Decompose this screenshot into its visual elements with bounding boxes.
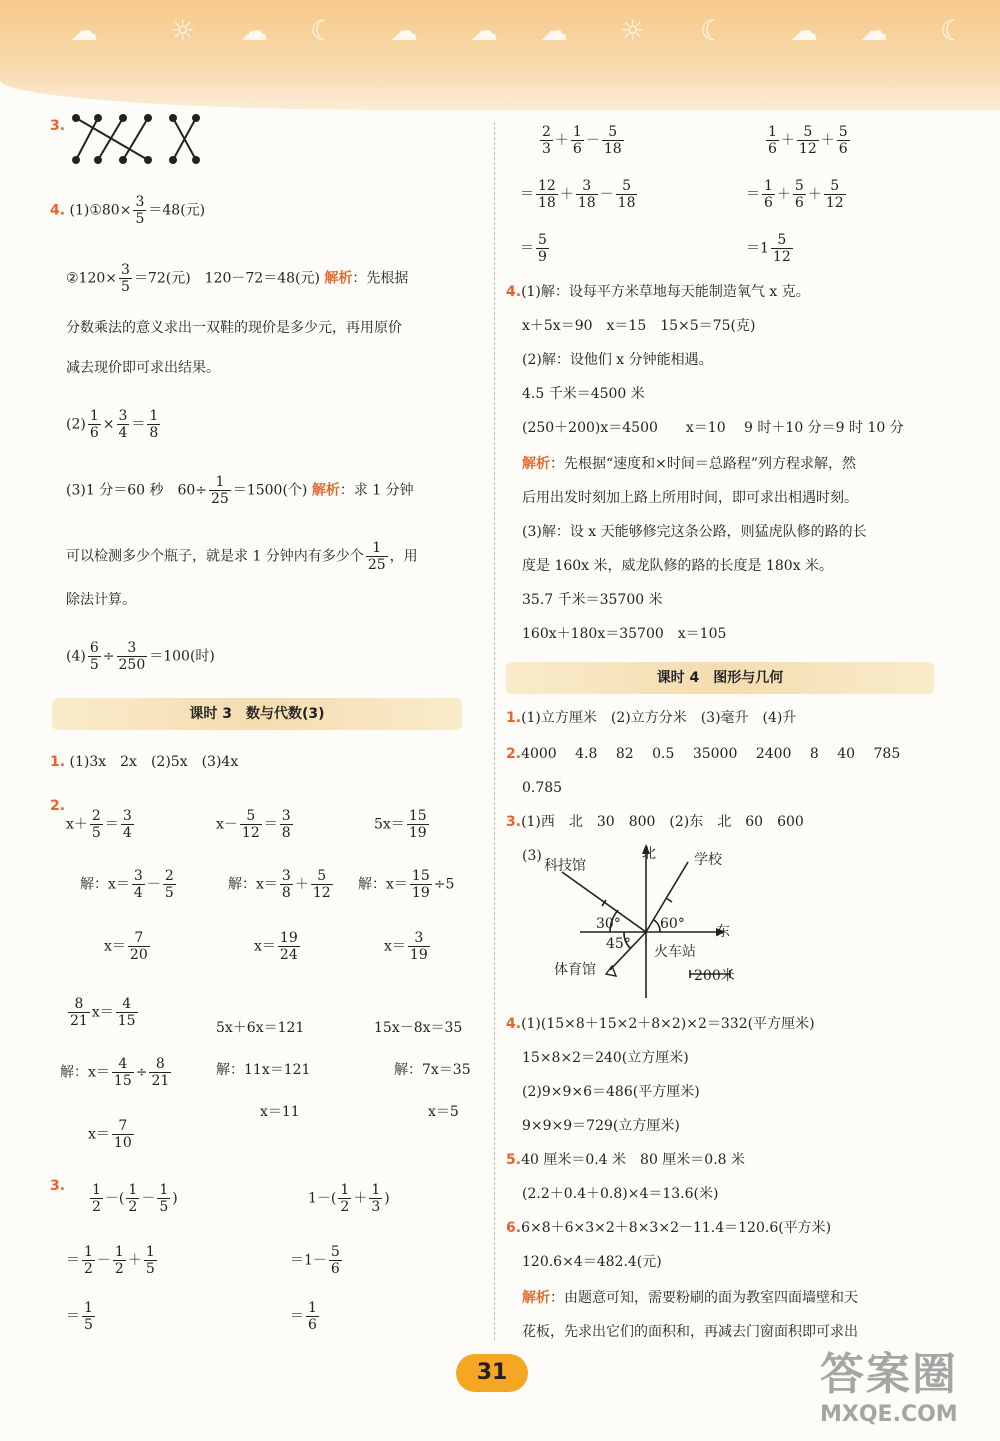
answer-line: 4.(1)(15×8＋15×2＋8×2)×2＝332(平方厘米) [506, 1016, 815, 1032]
explanation-line: 除法计算。 [66, 592, 136, 608]
calc-line: ＝ $\frac{1}{2}$ － $\frac{1}{2}$ ＋ $\frac{1}{5}$ [66, 1244, 155, 1277]
cloud-icon: ☁ [860, 14, 888, 47]
answer-line: 2.4000 4.8 82 0.5 35000 2400 8 40 785 [506, 746, 901, 762]
answer-line: 120.6×4＝482.4(元) [522, 1254, 662, 1270]
answer-line: 5.40 厘米＝0.4 米 80 厘米＝0.8 米 [506, 1152, 746, 1168]
moon-icon: ☾ [310, 14, 336, 47]
cloud-icon: ☁ [470, 14, 498, 47]
map-label-station: 火车站 [654, 944, 696, 960]
explanation-line: 解析：先根据“速度和×时间＝总路程”列方程求解，然 [522, 456, 857, 472]
answer-line: 3.(1)西 北 30 800 (2)东 北 60 600 [506, 814, 804, 830]
answer-line: 4. (1)①80× $\frac{3}{5}$ ＝48(元) [50, 194, 206, 227]
moon-icon: ☾ [940, 14, 966, 47]
cloud-icon: ☁ [240, 14, 268, 47]
answer-line: 度是 160x 米，威龙队修的路的长度是 180x 米。 [522, 558, 834, 574]
watermark-url: MXQE.COM [820, 1402, 958, 1427]
map-angle-30: 30° [596, 916, 621, 932]
explanation-line: 花板，先求出它们的面积和，再减去门窗面积即可求出 [522, 1324, 858, 1340]
equation-line: x＝11 [260, 1104, 300, 1120]
moon-icon: ☾ [700, 14, 726, 47]
answer-line: 4.(1)解：设每平方米草地每天能制造氧气 x 克。 [506, 284, 810, 300]
equation-line: 解：x＝ $\frac{3}{4}$ － $\frac{2}{5}$ [80, 868, 174, 901]
equation-line: 5x＝ $\frac{15}{19}$ [374, 808, 427, 841]
calc-line: ＝ $\frac{12}{18}$ ＋ $\frac{3}{18}$ － $\frac{5}{18}$ [520, 178, 636, 211]
explanation-line: 减去现价即可求出结果。 [66, 360, 220, 376]
equation-line: 5x＋6x＝121 [216, 1020, 305, 1036]
calc-line: ＝ $\frac{1}{5}$ [66, 1300, 93, 1333]
question-label: 3. [50, 118, 66, 134]
sun-icon: ☼ [170, 14, 196, 47]
page-number: 31 [456, 1354, 528, 1392]
question-label: 3. [50, 1178, 66, 1194]
matching-lines-diagram [68, 112, 228, 168]
answer-line: 1.(1)立方厘米 (2)立方分米 (3)毫升 (4)升 [506, 710, 797, 726]
calc-line: $\frac{1}{2}$ －( $\frac{1}{2}$ － $\frac{1}{5}$ ) [92, 1182, 178, 1215]
map-angle-60: 60° [660, 916, 685, 932]
equation-line: x＝ $\frac{7}{10}$ [88, 1118, 132, 1151]
equation-line: x＝ $\frac{19}{24}$ [254, 930, 298, 963]
column-divider [494, 122, 495, 1340]
equation-line: x＝5 [428, 1104, 459, 1120]
calc-line: ＝ $\frac{1}{6}$ [290, 1300, 317, 1333]
answer-line: 6.6×8＋6×3×2＋8×3×2－11.4＝120.6(平方米) [506, 1220, 832, 1236]
calc-line: ＝1 $\frac{5}{12}$ [746, 232, 791, 265]
answer-line: (2)解：设他们 x 分钟能相遇。 [522, 352, 713, 368]
watermark [820, 1338, 996, 1434]
map-angle-45: 45° [606, 936, 631, 952]
equation-line: x＝ $\frac{7}{20}$ [104, 930, 148, 963]
equation-line: 解：x＝ $\frac{3}{8}$ ＋ $\frac{5}{12}$ [228, 868, 331, 901]
calc-line: ＝1－ $\frac{5}{6}$ [290, 1244, 340, 1277]
answer-line: (4) $\frac{6}{5}$ ÷ $\frac{3}{250}$ ＝100(时) [66, 640, 215, 673]
equation-line: 15x－8x＝35 [374, 1020, 463, 1036]
map-label-science: 科技馆 [544, 858, 586, 874]
cloud-icon: ☁ [390, 14, 418, 47]
equation-line: $\frac{8}{21}$ x＝ $\frac{4}{15}$ [70, 996, 136, 1029]
equation-line: x＝ $\frac{3}{19}$ [384, 930, 428, 963]
equation-line: x＋ $\frac{2}{5}$ ＝ $\frac{3}{4}$ [66, 808, 132, 841]
answer-line: 0.785 [522, 780, 563, 796]
answer-line: (3)1 分＝60 秒 60÷ $\frac{1}{25}$ ＝1500(个) 解析：求 1 分钟 [66, 474, 414, 507]
map-label-east: 东 [716, 924, 730, 940]
equation-line: 解：x＝ $\frac{15}{19}$ ÷5 [358, 868, 455, 901]
answer-line: (2)9×9×6＝486(平方厘米) [522, 1084, 700, 1100]
answer-line: (3) [522, 848, 542, 864]
calc-line: ＝ $\frac{5}{9}$ [520, 232, 547, 265]
calc-line: $\frac{2}{3}$ ＋ $\frac{1}{6}$ － $\frac{5}{18}$ [542, 124, 622, 157]
answer-line: (2.2＋0.4＋0.8)×4＝13.6(米) [522, 1186, 719, 1202]
answer-line: 15×8×2＝240(立方厘米) [522, 1050, 689, 1066]
map-label-school: 学校 [694, 852, 722, 868]
calc-line: ＝ $\frac{1}{6}$ ＋ $\frac{5}{6}$ ＋ $\frac{5}{12}$ [746, 178, 844, 211]
equation-line: 解：7x＝35 [394, 1062, 471, 1078]
answer-line: (250＋200)x＝4500 x＝10 9 时＋10 分＝9 时 10 分 [522, 420, 904, 436]
answer-line: 9×9×9＝729(立方厘米) [522, 1118, 680, 1134]
cloud-icon: ☁ [70, 14, 98, 47]
section-header: 课时 3 数与代数(3) [52, 698, 462, 730]
equation-line: 解：11x＝121 [216, 1062, 311, 1078]
sun-icon: ☼ [620, 14, 646, 47]
answer-line: 1. (1)3x 2x (2)5x (3)4x [50, 754, 239, 770]
explanation-line: 解析：由题意可知，需要粉刷的面为教室四面墙壁和天 [522, 1290, 858, 1306]
cloud-icon: ☁ [540, 14, 568, 47]
cloud-icon: ☁ [790, 14, 818, 47]
answer-line: 160x＋180x＝35700 x＝105 [522, 626, 727, 642]
answer-line: (2) $\frac{1}{6}$ × $\frac{3}{4}$ ＝ $\frac{1}{8}$ [66, 408, 159, 441]
answer-line: 4.5 千米＝4500 米 [522, 386, 645, 402]
map-scale: 200米 [694, 968, 735, 984]
equation-line: 解：x＝ $\frac{4}{15}$ ÷ $\frac{8}{21}$ [60, 1056, 170, 1089]
section-header: 课时 4 图形与几何 [506, 662, 934, 694]
explanation-line: 分数乘法的意义求出一双鞋的现价是多少元，再用原价 [66, 320, 402, 336]
explanation-line: 后用出发时刻加上路上所用时间，即可求出相遇时刻。 [522, 490, 858, 506]
explanation-line: 可以检测多少个瓶子，就是求 1 分钟内有多少个 $\frac{1}{25}$ ，用 [66, 540, 418, 573]
header-banner [0, 0, 1000, 110]
map-label-gym: 体育馆 [554, 962, 596, 978]
calc-line: $\frac{1}{6}$ ＋ $\frac{5}{12}$ ＋ $\frac{5}{6}$ [768, 124, 848, 157]
answer-line: x＋5x＝90 x＝15 15×5＝75(克) [522, 318, 756, 334]
answer-line: ②120× $\frac{3}{5}$ ＝72(元) 120－72＝48(元) 解析：先根据 [66, 262, 409, 295]
calc-line: 1－( $\frac{1}{2}$ ＋ $\frac{1}{3}$ ) [308, 1182, 390, 1215]
map-label-north: 北 [642, 846, 656, 862]
question-label: 2. [50, 798, 66, 814]
watermark-logo: 答案圈 [820, 1349, 958, 1400]
equation-line: x－ $\frac{5}{12}$ ＝ $\frac{3}{8}$ [216, 808, 291, 841]
answer-line: (3)解：设 x 天能够修完这条公路，则猛虎队修的路的长 [522, 524, 867, 540]
answer-line: 35.7 千米＝35700 米 [522, 592, 663, 608]
